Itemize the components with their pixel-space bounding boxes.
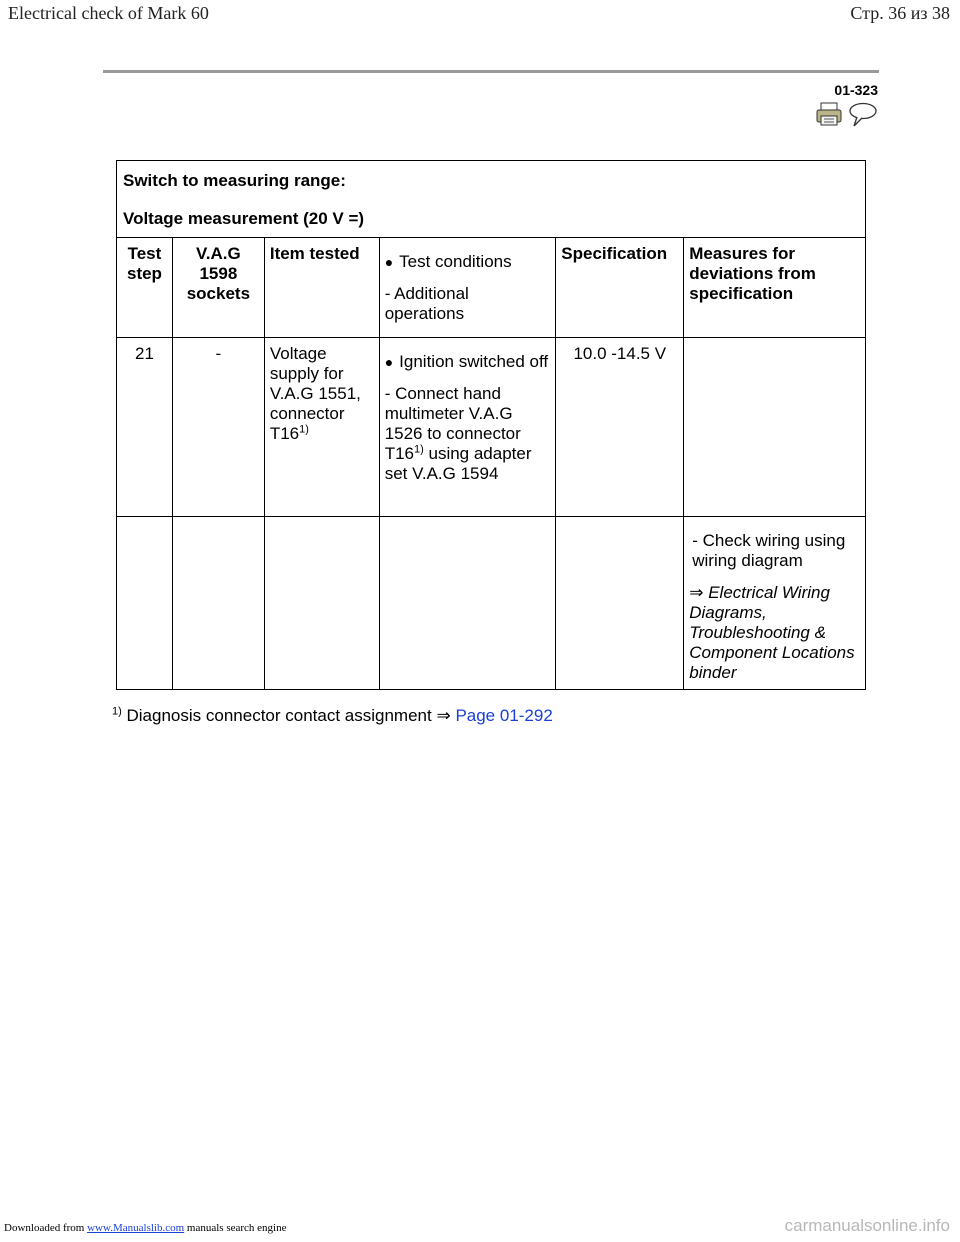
measures-cell: [684, 338, 866, 517]
page-number: 01-323: [834, 82, 878, 98]
item-tested-text: Voltage supply for V.A.G 1551, connector T16: [269, 344, 361, 443]
document-title: Electrical check of Mark 60: [8, 3, 209, 23]
bullet-dot-icon: ●: [384, 254, 394, 270]
operation-text: [385, 384, 551, 484]
download-footer: [4, 1222, 286, 1234]
empty-cell: [556, 517, 684, 690]
header-measures: Measures for deviations from specification: [684, 238, 866, 338]
empty-cell: [117, 517, 173, 690]
footnote-marker: 1): [299, 423, 309, 436]
conditions-cell: [379, 338, 556, 517]
watermark: carmanualsonline.info: [784, 1216, 950, 1235]
header-additional-operations: - Additional operations: [384, 284, 469, 323]
header-rule: [103, 70, 879, 73]
table-title-row: [117, 161, 866, 238]
footnote-marker: 1): [413, 443, 424, 456]
tagline-text: manuals search engine: [184, 1222, 287, 1234]
reference-label: Electrical Wiring Diagrams, Troubleshooting & Component Locations binder: [689, 583, 855, 682]
header-conditions: [379, 238, 556, 338]
comment-bubble-icon[interactable]: [848, 102, 878, 128]
voltage-range-label: Voltage measurement (20 V =): [123, 209, 365, 228]
downloaded-from-text: Downloaded from: [4, 1222, 88, 1234]
operation-part1: - Connect hand multimeter V.A.G 1526 to connector T16: [384, 384, 521, 463]
header-item-tested: Item tested: [264, 238, 379, 338]
operation-part2: using adapter set V.A.G 1594: [384, 444, 532, 483]
condition-text: Ignition switched off: [399, 352, 549, 371]
print-icon[interactable]: [816, 102, 842, 126]
bullet-item: [385, 352, 551, 372]
arrow-icon: ⇒: [689, 583, 704, 602]
arrow-icon: ⇒: [436, 706, 451, 725]
table-row: [117, 517, 866, 690]
footnote-text: Diagnosis connector contact assignment: [121, 706, 437, 725]
footnote-marker: 1): [112, 705, 122, 718]
empty-cell: [172, 517, 264, 690]
test-table: [116, 160, 866, 690]
page-icons: [816, 102, 878, 128]
page-link[interactable]: Page 01-292: [455, 706, 553, 725]
step-cell: 21: [117, 338, 173, 517]
header-sockets: V.A.G 1598 sockets: [172, 238, 264, 338]
sockets-cell: -: [172, 338, 264, 517]
spec-cell: 10.0 -14.5 V: [556, 338, 684, 517]
page-indicator: Стр. 36 из 38: [850, 3, 950, 23]
table-header-row: [117, 238, 866, 338]
item-tested-cell: [264, 338, 379, 517]
header-specification: Specification: [556, 238, 684, 338]
manualslib-link[interactable]: www.Manualslib.com: [87, 1222, 185, 1234]
bullet-dot-icon: ●: [384, 354, 394, 370]
footnote: [112, 706, 553, 726]
measuring-range-cell: [117, 161, 866, 238]
check-wiring-text: - Check wiring using wiring diagram: [692, 531, 846, 570]
bullet-item: [385, 252, 551, 272]
measuring-range-label: Switch to measuring range:: [123, 171, 346, 190]
empty-cell: [264, 517, 379, 690]
measures-cell: [684, 517, 866, 690]
reference-text: [689, 583, 860, 683]
header-test-step: Test step: [117, 238, 173, 338]
table-row: [117, 338, 866, 517]
header-test-conditions: Test conditions: [399, 252, 512, 271]
empty-cell: [379, 517, 556, 690]
